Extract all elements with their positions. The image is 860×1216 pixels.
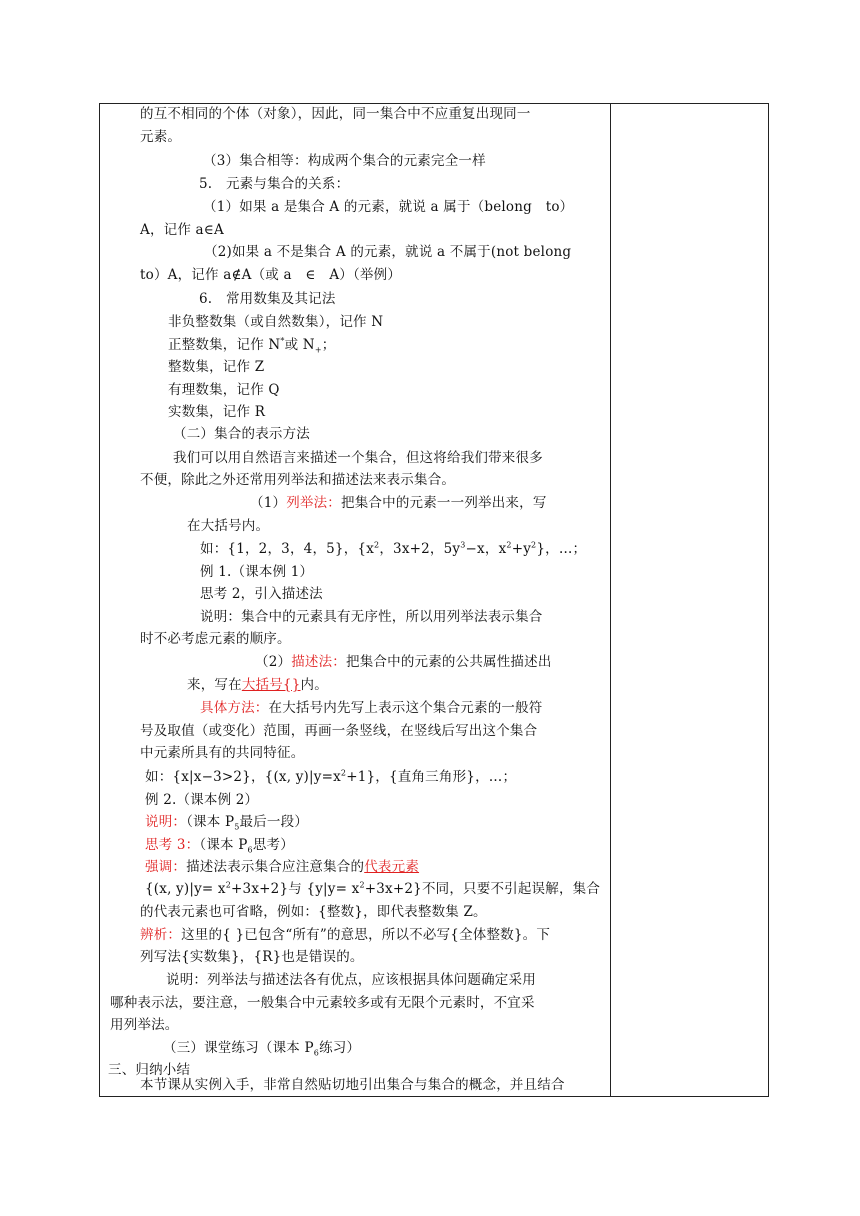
text-line: 在大括号内。 <box>187 518 270 534</box>
text-line: 思考 3：（课本 $P_6$思考） <box>145 837 294 855</box>
text-line: 时不必考虑元素的顺序。 <box>140 631 291 647</box>
text-line: 用列举法。 <box>110 1017 179 1033</box>
text-line: 如：{1，2，3，4，5}，{$x^2$，3x+2，$5y^3-x$，$x^2+y^2$}，…； <box>200 540 587 557</box>
text-line: 中元素所具有的共同特征。 <box>140 745 305 761</box>
text-line: 正整数集，记作 N*或 $N_+$； <box>168 336 336 355</box>
text-line: 哪种表示法，要注意，一般集合中元素较多或有无限个元素时，不宜采 <box>110 995 535 1011</box>
section-heading: 三、归纳小结 <box>108 1062 191 1078</box>
column-divider <box>610 103 611 1097</box>
text-line: 思考 2，引入描述法 <box>200 586 323 602</box>
text-line: 整数集，记作 Z <box>168 359 265 375</box>
text-line: 强调：描述法表示集合应注意集合的代表元素 <box>145 859 420 875</box>
text-line: （1）列举法：把集合中的元素一一列举出来，写 <box>250 495 547 511</box>
section-heading: （二）集合的表示方法 <box>173 426 310 442</box>
text-line: 如：{x|x−3>2}，{(x, $y)|y=x^2+1$}，{直角三角形}，…； <box>145 768 517 785</box>
text-line: 具体方法：在大括号内先写上表示这个集合元素的一般符 <box>200 700 543 716</box>
text-line: 元素。 <box>140 129 182 145</box>
heading-5: 5. 元素与集合的关系： <box>199 176 350 192</box>
text-line: 号及取值（或变化）范围，再画一条竖线，在竖线后写出这个集合 <box>140 723 538 739</box>
text-line: 说明：（课本 $P_5$最后一段） <box>145 814 309 832</box>
text-line: 不便，除此之外还常用列举法和描述法来表示集合。 <box>140 472 456 488</box>
text-line: 来，写在大括号{}内。 <box>187 677 328 693</box>
text-line: 有理数集，记作 Q <box>168 382 280 398</box>
section-heading: （三）课堂练习（课本 $P_6$练习） <box>163 1040 361 1058</box>
text-line: （1）如果 a 是集合 A 的元素，就说 a 属于（belong to） <box>203 199 574 215</box>
text-line: A，记作 a∈A <box>140 222 224 238</box>
text-line: 的代表元素也可省略，例如：{整数}，即代表整数集 Z。 <box>140 904 487 920</box>
text-line: {(x, $y)|y= x^2+3x+2$}与 $\{y|y= x^2+3x+2\}$不同，只要不引起误解，集合 <box>145 880 601 897</box>
text-line: 的互不相同的个体（对象），因此，同一集合中不应重复出现同一 <box>140 106 531 122</box>
text-line: 例 1.（课本例 1） <box>200 564 314 580</box>
text-line: 非负整数集（或自然数集），记作 N <box>168 314 384 330</box>
text-line: 实数集，记作 R <box>168 404 266 420</box>
heading-6: 6. 常用数集及其记法 <box>199 291 336 307</box>
text-line: 说明：列举法与描述法各有优点，应该根据具体问题确定采用 <box>166 972 536 988</box>
text-line: 例 2.（课本例 2） <box>145 792 259 808</box>
text-line: 我们可以用自然语言来描述一个集合，但这将给我们带来很多 <box>173 450 543 466</box>
text-line: 列写法{实数集}，{R}也是错误的。 <box>140 949 364 965</box>
text-line: to）A，记作 a∉A（或 a ∈ A）（举例） <box>140 267 402 283</box>
text-line: 说明：集合中的元素具有无序性，所以用列举法表示集合 <box>200 609 543 625</box>
text-line: （2）描述法：把集合中的元素的公共属性描述出 <box>255 654 552 670</box>
text-line: 本节课从实例入手，非常自然贴切地引出集合与集合的概念，并且结合 <box>140 1077 565 1093</box>
text-line: 辨析：这里的{ }已包含“所有”的意思，所以不必写{全体整数}。下 <box>140 927 551 943</box>
text-line: （2)如果 a 不是集合 A 的元素，就说 a 不属于(not belong <box>204 244 572 260</box>
text-line: （3）集合相等：构成两个集合的元素完全一样 <box>203 153 486 169</box>
